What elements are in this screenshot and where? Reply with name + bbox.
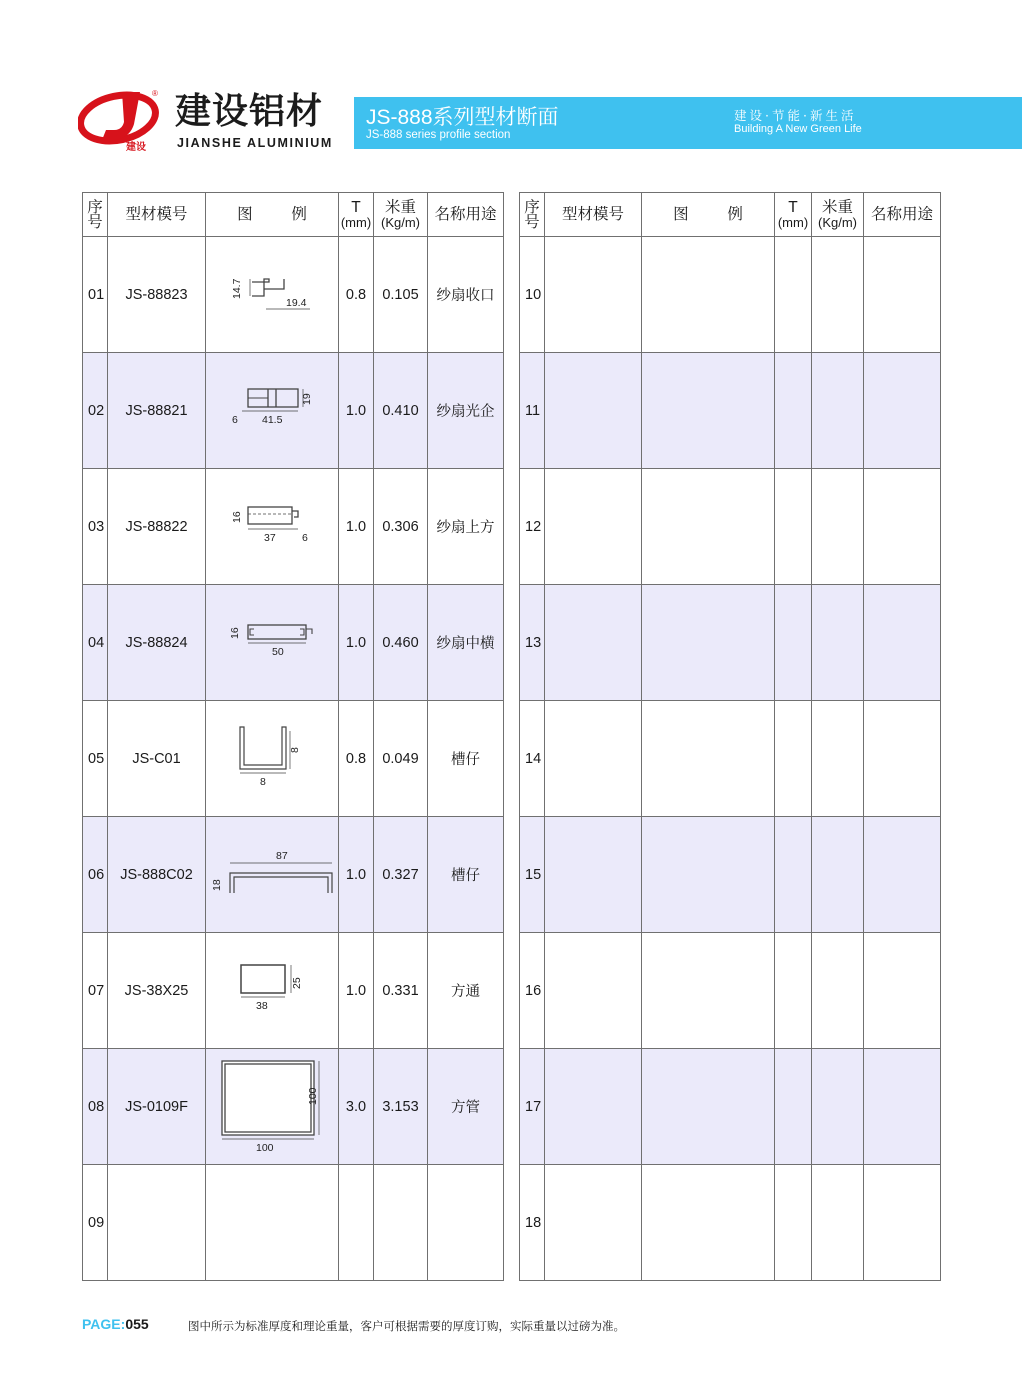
weight-value: 0.306 <box>374 469 428 585</box>
brand-name-cn: 建设铝材 <box>175 91 324 132</box>
weight-value: 3.153 <box>374 1049 428 1165</box>
row-number: 07 <box>83 933 108 1049</box>
svg-text:38: 38 <box>256 1000 268 1012</box>
model-number: JS-88822 <box>108 469 206 585</box>
header-usage: 名称用途 <box>428 193 504 237</box>
svg-text:41.5: 41.5 <box>262 414 283 426</box>
usage-value: 槽仔 <box>428 701 504 817</box>
row-number: 05 <box>83 701 108 817</box>
svg-text:19.4: 19.4 <box>286 297 307 309</box>
row-number: 14 <box>520 701 545 817</box>
svg-text:37: 37 <box>264 532 276 544</box>
model-number: JS-88823 <box>108 237 206 353</box>
weight-value: 0.327 <box>374 817 428 933</box>
weight-value: 0.105 <box>374 237 428 353</box>
weight-value: 0.049 <box>374 701 428 817</box>
company-logo <box>78 86 160 154</box>
thickness-value: 0.8 <box>339 237 374 353</box>
table-row <box>520 817 941 933</box>
profile-diagram <box>206 1049 339 1165</box>
svg-text:100: 100 <box>307 1087 319 1105</box>
thickness-value: 3.0 <box>339 1049 374 1165</box>
row-number: 16 <box>520 933 545 1049</box>
table-row <box>520 353 941 469</box>
table-row <box>83 585 504 701</box>
row-number: 08 <box>83 1049 108 1165</box>
table-row <box>520 1049 941 1165</box>
header-model: 型材模号 <box>108 193 206 237</box>
table-row <box>83 933 504 1049</box>
usage-value: 纱扇上方 <box>428 469 504 585</box>
header-legend: 图 例 <box>206 193 339 237</box>
thickness-value: 1.0 <box>339 817 374 933</box>
usage-value: 方管 <box>428 1049 504 1165</box>
svg-text:50: 50 <box>272 646 284 658</box>
row-number: 04 <box>83 585 108 701</box>
row-number: 15 <box>520 817 545 933</box>
banner-subtitle: JS-888 series profile section <box>366 129 511 141</box>
table-header-row <box>520 193 941 237</box>
header-legend: 图 例 <box>642 193 775 237</box>
profile-table-right <box>519 192 941 1281</box>
model-number: JS-88821 <box>108 353 206 469</box>
profile-diagram <box>206 353 339 469</box>
weight-value <box>374 1165 428 1281</box>
row-number: 18 <box>520 1165 545 1281</box>
table-row <box>83 353 504 469</box>
model-number: JS-C01 <box>108 701 206 817</box>
row-number: 03 <box>83 469 108 585</box>
profile-diagram <box>206 817 339 933</box>
thickness-value <box>339 1165 374 1281</box>
svg-text:8: 8 <box>260 776 266 788</box>
row-number: 09 <box>83 1165 108 1281</box>
table-row <box>520 469 941 585</box>
header-weight: 米重 (Kg/m) <box>812 193 864 237</box>
svg-text:19: 19 <box>301 393 313 405</box>
thickness-value: 1.0 <box>339 353 374 469</box>
svg-text:8: 8 <box>289 747 301 753</box>
table-header-row <box>83 193 504 237</box>
svg-text:87: 87 <box>276 850 288 862</box>
row-number: 10 <box>520 237 545 353</box>
weight-value: 0.410 <box>374 353 428 469</box>
table-row <box>83 817 504 933</box>
thickness-value: 0.8 <box>339 701 374 817</box>
row-number: 11 <box>520 353 545 469</box>
row-number: 06 <box>83 817 108 933</box>
profile-table-left <box>82 192 504 1281</box>
weight-value: 0.460 <box>374 585 428 701</box>
thickness-value: 1.0 <box>339 933 374 1049</box>
model-number: JS-88824 <box>108 585 206 701</box>
header-usage: 名称用途 <box>864 193 941 237</box>
row-number: 12 <box>520 469 545 585</box>
row-number: 01 <box>83 237 108 353</box>
row-number: 02 <box>83 353 108 469</box>
header-thickness: T (mm) <box>775 193 812 237</box>
row-number: 13 <box>520 585 545 701</box>
svg-text:25: 25 <box>291 977 303 989</box>
table-row <box>520 1165 941 1281</box>
profile-diagram <box>206 469 339 585</box>
header-seq: 序 号 <box>520 193 545 237</box>
profile-diagram <box>206 701 339 817</box>
model-number: JS-0109F <box>108 1049 206 1165</box>
header-seq: 序 号 <box>83 193 108 237</box>
svg-text:16: 16 <box>229 627 241 639</box>
table-row <box>520 237 941 353</box>
svg-text:14.7: 14.7 <box>231 278 243 299</box>
brand-name-en: JIANSHE ALUMINIUM <box>177 136 333 150</box>
header-weight: 米重 (Kg/m) <box>374 193 428 237</box>
usage-value: 槽仔 <box>428 817 504 933</box>
page-number: PAGE:055 <box>82 1316 149 1332</box>
model-number: JS-888C02 <box>108 817 206 933</box>
table-row <box>83 1049 504 1165</box>
svg-text:16: 16 <box>231 511 243 523</box>
banner-title: JS-888系列型材断面 <box>366 106 559 129</box>
row-number: 17 <box>520 1049 545 1165</box>
svg-text:18: 18 <box>211 879 223 891</box>
header-model: 型材模号 <box>545 193 642 237</box>
profile-diagram <box>206 933 339 1049</box>
svg-text:6: 6 <box>232 414 238 426</box>
svg-text:6: 6 <box>302 532 308 544</box>
svg-text:建设: 建设 <box>126 142 146 153</box>
profile-diagram <box>206 237 339 353</box>
usage-value: 纱扇收口 <box>428 237 504 353</box>
model-number: JS-38X25 <box>108 933 206 1049</box>
usage-value: 纱扇光企 <box>428 353 504 469</box>
slogan-en: Building A New Green Life <box>734 123 862 135</box>
model-number <box>108 1165 206 1281</box>
usage-value: 方通 <box>428 933 504 1049</box>
thickness-value: 1.0 <box>339 585 374 701</box>
svg-text:®: ® <box>152 89 158 98</box>
table-row <box>83 701 504 817</box>
thickness-value: 1.0 <box>339 469 374 585</box>
profile-diagram <box>206 1165 339 1281</box>
weight-value: 0.331 <box>374 933 428 1049</box>
footer-note: 图中所示为标准厚度和理论重量，客户可根据需要的厚度订购，实际重量以过磅为准。 <box>188 1319 625 1333</box>
header-banner <box>354 97 1022 149</box>
table-row <box>520 933 941 1049</box>
table-row <box>520 701 941 817</box>
slogan-cn: 建设·节能·新生活 <box>734 108 857 123</box>
usage-value <box>428 1165 504 1281</box>
header-thickness: T (mm) <box>339 193 374 237</box>
table-row <box>83 1165 504 1281</box>
table-row <box>83 469 504 585</box>
svg-text:100: 100 <box>256 1142 274 1154</box>
table-row <box>83 237 504 353</box>
profile-diagram <box>206 585 339 701</box>
table-row <box>520 585 941 701</box>
usage-value: 纱扇中横 <box>428 585 504 701</box>
